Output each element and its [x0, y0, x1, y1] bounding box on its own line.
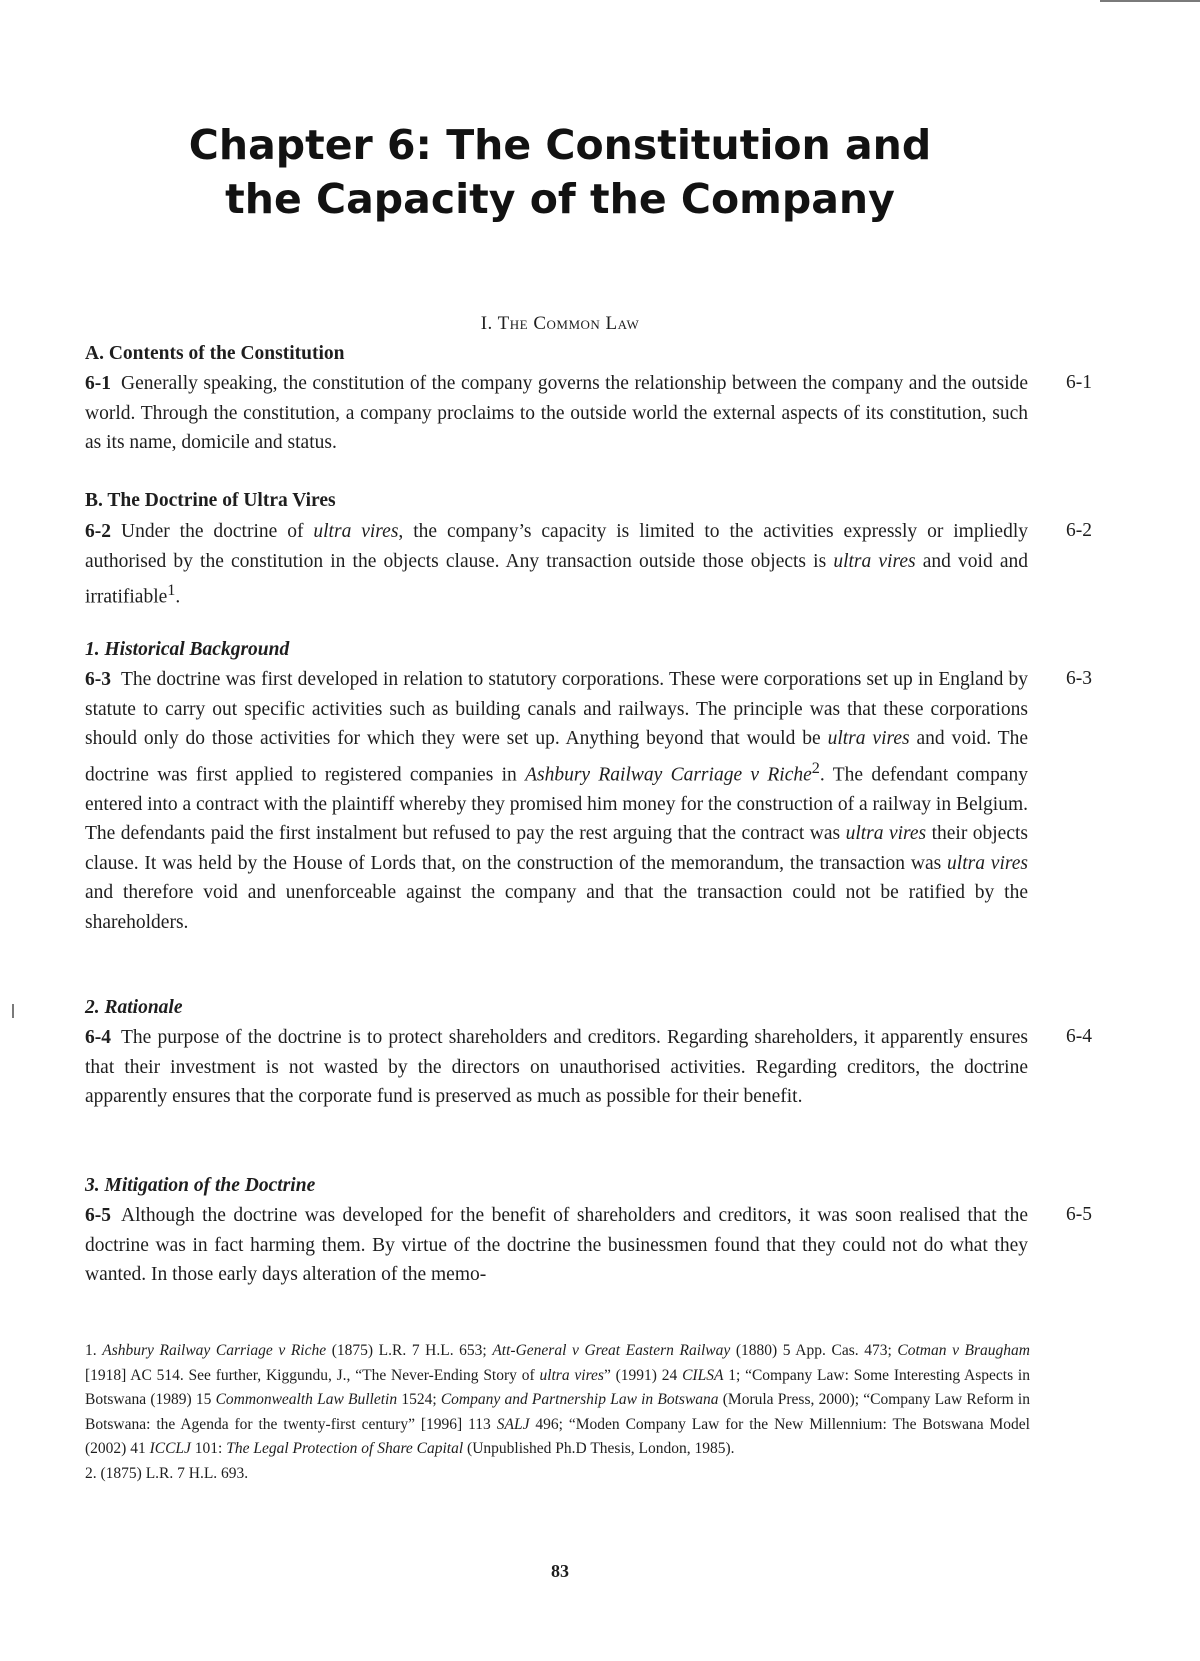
text-run: Under the doctrine of	[121, 521, 314, 542]
paragraph-text: Although the doctrine was developed for the benefit of shareholders and creditors, it was soon realised that the doctrine was in fact harming them. By virtue of the doctrine the businessmen found that they could not do what they wanted. In those early days alteration of the memo-	[85, 1205, 1028, 1285]
margin-number: 6-1	[1066, 372, 1092, 393]
footnote-1	[85, 1339, 1030, 1462]
paragraph-number: 6-1	[85, 373, 111, 394]
italic-term: ultra vires	[947, 852, 1028, 874]
text-run: , the company’s capacity is limited to the activities expressly or impliedly authorised by the constitution in the objects clause. Any transaction outside those objects is	[85, 521, 1029, 572]
scan-edge-mark	[1100, 0, 1200, 2]
margin-number: 6-2	[1066, 520, 1092, 541]
paragraph-6-1	[85, 369, 1028, 458]
citation: The Legal Protection of Share Capital	[226, 1440, 464, 1457]
citation: SALJ	[496, 1415, 530, 1433]
citation: Company and Partnership Law in Botswana	[440, 1391, 719, 1408]
paragraph-number: 6-5	[85, 1205, 111, 1226]
text-run: 1; “Company Law: Some Interesting Aspects in Botswana (1989) 15	[85, 1366, 1030, 1408]
citation: ICCLJ	[149, 1440, 191, 1457]
text-run: . The defendant company entered into a contract with the plaintiff whereby they promised him money for the construction of a railway in Belgium. The defendants paid the first instalment but refused to pay the rest arguing that the contract was	[85, 764, 1029, 844]
italic-term: ultra vires	[833, 550, 916, 572]
paragraph-text: Generally speaking, the constitution of the company governs the relationship between the company and the outside world. Through the constitution, a company proclaims to the outside world the external aspects of its constitution, such as its name, domicile and status.	[85, 373, 1028, 453]
citation: Att-General v Great Eastern Railway	[492, 1342, 731, 1359]
text-run: and therefore void and unenforceable against the company and that the transaction could not be ratified by the shareholders.	[85, 882, 1028, 933]
section-heading-mitigation: 3. Mitigation of the Doctrine	[85, 1175, 316, 1196]
text-run: [1918] AC 514. See further, Kiggundu, J., “The Never-Ending Story of	[85, 1366, 540, 1384]
text-run: (Unpublished Ph.D Thesis, London, 1985).	[463, 1440, 735, 1457]
italic-term: ultra vires	[827, 728, 910, 749]
text-run: and void and irratifiable	[85, 550, 1028, 608]
text-run: (1875) L.R. 7 H.L. 653;	[326, 1342, 493, 1359]
footnote-ref-2: 2	[811, 758, 820, 777]
footnote-ref-1: 1	[167, 581, 176, 599]
footnotes	[85, 1339, 1030, 1486]
text-run: 496; “Moden Company Law for the New Millennium: The Botswana Model (2002) 41	[85, 1415, 1030, 1457]
citation: CILSA	[682, 1366, 724, 1384]
text-run: (1880) 5 App. Cas. 473;	[730, 1342, 898, 1359]
page-number: 83	[551, 1561, 569, 1581]
section-heading-rationale: 2. Rationale	[85, 997, 183, 1018]
text-run: 101:	[190, 1440, 227, 1457]
section-heading-contents: A. Contents of the Constitution	[85, 343, 345, 364]
paragraph-6-5	[85, 1201, 1028, 1290]
text-run: ” (1991) 24	[603, 1366, 683, 1384]
part-heading: I. The Common Law	[480, 313, 640, 334]
italic-term: ultra vires	[845, 823, 927, 844]
margin-number: 6-5	[1066, 1204, 1092, 1225]
text-run: and void. The doctrine was first applied to registered companies in	[85, 728, 1028, 785]
chapter-title-line-1: Chapter 6: The Constitution and	[188, 121, 932, 169]
paragraph-6-2	[85, 517, 1028, 612]
text-run: (Morula Press, 2000); “Company Law Reform in Botswana: the Agenda for the twenty-first century” [1996] 113	[85, 1391, 1030, 1433]
citation: Cotman v Braugham	[897, 1342, 1030, 1359]
section-heading-historical-background: 1. Historical Background	[85, 639, 290, 660]
scan-margin-mark	[12, 1004, 14, 1018]
case-name: Ashbury Railway Carriage v Riche	[525, 764, 812, 785]
footnote-number: 1.	[85, 1342, 103, 1359]
paragraph-number: 6-3	[85, 669, 111, 690]
text-run: 1524;	[397, 1391, 441, 1408]
citation: Ashbury Railway Carriage v Riche	[102, 1342, 327, 1359]
text-run: their objects clause. It was held by the House of Lords that, on the construction of the memorandum, the transaction was	[85, 823, 1029, 874]
text-run: The doctrine was first developed in relation to statutory corporations. These were corporations set up in England by statute to carry out specific activities such as building canals and railways. The principle was that these corporations should only do those activities for which they were set up. Anything beyond that would be	[85, 669, 1028, 749]
paragraph-6-3	[85, 665, 1028, 937]
footnote-2: 2. (1875) L.R. 7 H.L. 693.	[85, 1464, 249, 1482]
paragraph-number: 6-2	[85, 521, 111, 542]
text-run: .	[175, 586, 181, 608]
section-heading-ultra-vires: B. The Doctrine of Ultra Vires	[85, 490, 336, 511]
margin-number: 6-4	[1066, 1026, 1092, 1047]
chapter-title-line-2: the Capacity of the Company	[225, 175, 895, 223]
citation: ultra vires	[539, 1366, 604, 1384]
paragraph-6-4	[85, 1023, 1028, 1112]
margin-number: 6-3	[1066, 668, 1092, 689]
paragraph-text: The purpose of the doctrine is to protect shareholders and creditors. Regarding shareholders, it apparently ensures that their investment is not wasted by the directors on unauthorised activities. Regarding creditors, the doctrine apparently ensures that the corporate fund is preserved as much as possible for their benefit.	[85, 1027, 1028, 1107]
paragraph-number: 6-4	[85, 1027, 111, 1048]
citation: Commonwealth Law Bulletin	[215, 1391, 398, 1408]
italic-term: ultra vires	[313, 521, 399, 542]
chapter-title	[0, 118, 1120, 226]
